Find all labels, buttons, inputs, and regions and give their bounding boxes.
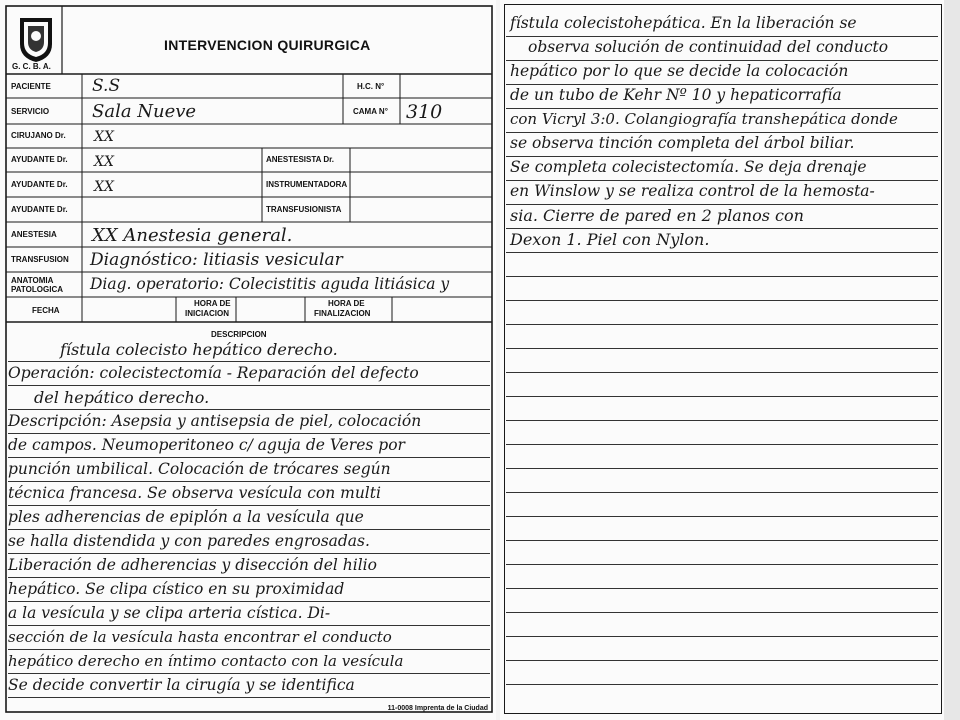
label-ayudante-1: AYUDANTE Dr. [11,155,68,164]
rule-line [506,516,938,517]
value-anatomia: Diag. operatorio: Colecistitis aguda litiásica y [90,275,450,293]
label-hc: H.C. N° [357,82,385,91]
continuation-line: con Vicryl 3:0. Colangiografía transhepática donde [510,110,898,128]
continuation-line: sia. Cierre de pared en 2 planos con [510,206,804,225]
label-ayudante-3: AYUDANTE Dr. [11,205,68,214]
label-hora-fin-1: HORA DE [328,299,365,308]
rule-line [8,457,490,458]
label-transfusionista: TRANSFUSIONISTA [266,205,342,214]
rule-line [506,324,938,325]
continuation-line: de un tubo de Kehr Nº 10 y hepaticorrafía [510,86,842,104]
rule-line [506,156,938,157]
label-anatomia-1: ANATOMIA [11,276,54,285]
value-cama: 310 [406,101,443,123]
rule-line [8,481,490,482]
description-line: se halla distendida y con paredes engrosadas. [8,532,370,550]
rule-line [8,673,490,674]
label-cirujano: CIRUJANO Dr. [11,131,66,140]
label-ayudante-2: AYUDANTE Dr. [11,180,68,189]
label-hora-inicio-1: HORA DE [194,299,231,308]
rule-line [8,529,490,530]
description-line: Operación: colecistectomía - Reparación del defecto [8,364,419,382]
description-line: técnica francesa. Se observa vesícula con multi [8,484,381,502]
continuation-line: Se completa colecistectomía. Se deja drenaje [510,158,867,176]
form-page-right [500,0,944,720]
rule-line [8,649,490,650]
rule-line [506,468,938,469]
rule-line [8,505,490,506]
continuation-line: observa solución de continuidad del conducto [528,38,889,56]
rule-line [506,252,938,253]
description-line: punción umbilical. Colocación de trócares según [8,460,391,478]
rule-line [506,444,938,445]
description-line: del hepático derecho. [34,388,210,407]
description-line: Liberación de adherencias y disección del hilio [8,556,377,574]
rule-line [506,108,938,109]
label-paciente: PACIENTE [11,82,51,91]
description-line: hepático derecho en íntimo contacto con la vesícula [8,652,404,670]
value-ayudante-1: XX [94,154,114,170]
label-anatomia-2: PATOLOGICA [11,285,63,294]
label-fecha: FECHA [32,306,60,315]
label-descripcion: DESCRIPCION [211,330,267,339]
rule-line [506,612,938,613]
rule-line [8,577,490,578]
rule-line [506,204,938,205]
label-cama: CAMA N° [353,107,388,116]
description-line: a la vesícula y se clipa arteria cística. Di- [8,604,331,622]
form-title: INTERVENCION QUIRURGICA [164,37,371,53]
value-anestesia: XX Anestesia general. [92,225,293,246]
rule-line [8,385,490,386]
value-servicio: Sala Nueve [92,101,197,122]
rule-line [506,180,938,181]
description-line: ples adherencias de epiplón a la vesícula que [8,508,364,526]
rule-line [506,132,938,133]
rule-line [8,361,490,362]
adjacent-page-edge [944,0,960,720]
label-hora-inicio-2: INICIACION [185,309,229,318]
continuation-line: hepático por lo que se decide la colocación [510,62,849,80]
rule-line [506,540,938,541]
rule-line [506,60,938,61]
continuation-line: fístula colecistohepática. En la liberación se [510,14,857,32]
org-short-name: G. C. B. A. [12,62,51,71]
rule-line [506,36,938,37]
label-hora-fin-2: FINALIZACION [314,309,371,318]
description-line: fístula colecisto hepático derecho. [60,340,338,359]
printer-footer: 11-0008 Imprenta de la Ciudad [387,705,488,712]
label-transfusion: TRANSFUSION [11,255,69,264]
rule-line [506,420,938,421]
rule-line [506,564,938,565]
description-line: de campos. Neumoperitoneo c/ aguja de Veres por [8,436,405,454]
rule-line [506,492,938,493]
value-ayudante-2: XX [94,179,114,195]
continuation-line: se observa tinción completa del árbol biliar. [510,134,855,152]
rule-line [506,396,938,397]
continuation-line: Dexon 1. Piel con Nylon. [510,230,710,249]
city-seal-logo [14,14,58,64]
description-line: Se decide convertir la cirugía y se identifica [8,676,355,694]
rule-line [506,228,938,229]
rule-line [8,625,490,626]
rule-line [8,601,490,602]
rule-line [506,84,938,85]
description-line: Descripción: Asepsia y antisepsia de piel, colocación [8,412,422,430]
rule-line [506,348,938,349]
value-cirujano: XX [94,129,114,145]
rule-line [506,660,938,661]
rule-line [506,300,938,301]
rule-line [8,553,490,554]
rule-line [506,636,938,637]
rule-line [8,409,490,410]
label-servicio: SERVICIO [11,107,50,116]
continuation-line: en Winslow y se realiza control de la hemosta- [510,182,875,200]
rule-line [8,433,490,434]
rule-line [506,684,938,685]
value-paciente: S.S [92,76,121,96]
rule-line [506,276,938,277]
description-line: sección de la vesícula hasta encontrar el conducto [8,628,392,646]
label-anestesista: ANESTESISTA Dr. [266,155,335,164]
rule-line [506,588,938,589]
label-instrumentadora: INSTRUMENTADORA [266,180,348,189]
rule-line [8,697,490,698]
value-transfusion: Diagnóstico: litiasis vesicular [90,250,343,270]
label-anestesia: ANESTESIA [11,230,57,239]
rule-line [506,372,938,373]
description-line: hepático. Se clipa cístico en su proximidad [8,580,345,598]
